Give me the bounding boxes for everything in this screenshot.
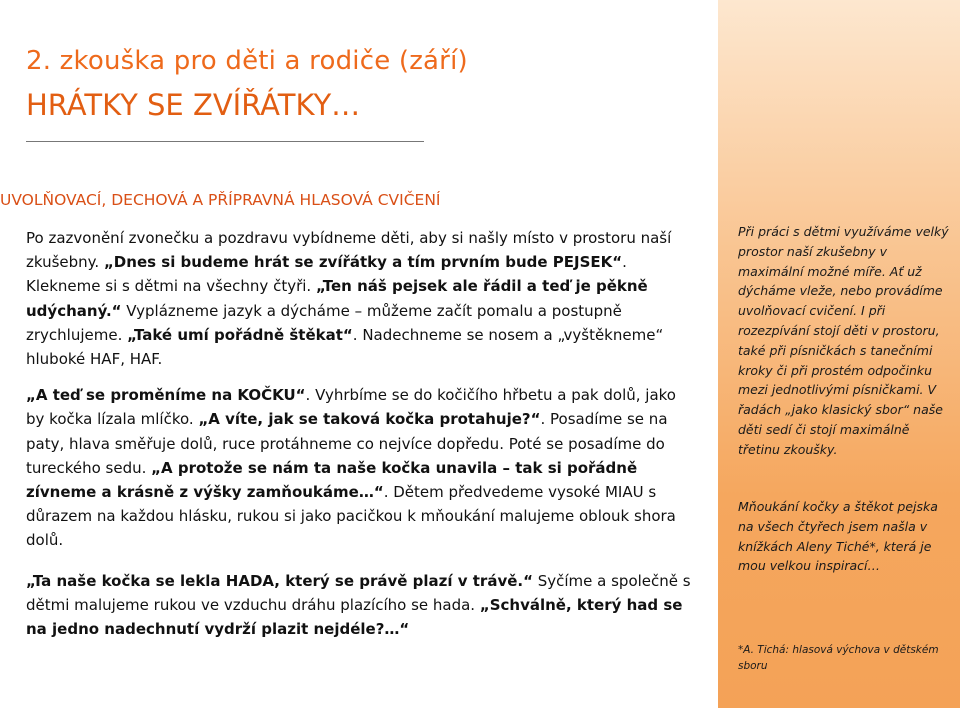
sidebar-note-space: Při práci s dětmi využíváme velký prostor naší zkušebny v maximální možné míře. Ať už dýcháme vleže, nebo provádíme uvolňovací cvičení. I při rozezpívání stojí děti v prostoru, také při písničkách s tanečními kroky či při prostém odpočinku mezi jednotlivými písničkami. V řadách „jako klasický sbor“ naše děti sedí či stojí maximálně třetinu zkoušky. — [738, 224, 949, 457]
paragraph-cat — [26, 383, 694, 552]
title-divider — [26, 141, 424, 142]
main-text — [26, 226, 694, 641]
sidebar-note-inspiration: Mňoukání kočky a štěkot pejska na všech čtyřech jsem našla v knížkách Aleny Tiché*, která je mou velkou inspirací… — [738, 499, 938, 574]
emphasized-phrase: „A teď se proměníme na KOČKU“ — [26, 386, 306, 405]
text-run: . Dětem předvedeme vysoké MIAU s důrazem na každou hlásku, rukou si jako pacičkou k mňoukání malujeme oblouk shora dolů. — [26, 483, 676, 550]
text-run: . Nadechneme se nosem a „vyštěkneme“ hluboké HAF, HAF. — [26, 325, 664, 369]
emphasized-phrase: „A víte, jak se taková kočka protahuje?“ — [198, 410, 541, 429]
emphasized-phrase: „Dnes si budeme hrát se zvířátky a tím prvním bude PEJSEK“ — [103, 253, 623, 272]
text-run: Po zazvonění zvonečku a pozdravu vybídneme děti, aby si našly místo v prostoru naší zkušebny. — [26, 229, 672, 272]
emphasized-phrase: „Schválně, který had se na jedno nadechnutí vydrží plazit nejdéle?…“ — [26, 595, 683, 639]
emphasized-phrase: „A protože se nám ta naše kočka unavila – tak si pořádně zívneme a krásně z výšky zamňoukáme…“ — [26, 458, 638, 502]
text-run: Syčíme a společně s dětmi malujeme rukou ve vzduchu dráhu plazícího se hada. — [26, 571, 691, 614]
section-heading: UVOLŇOVACÍ, DECHOVÁ A PŘÍPRAVNÁ HLASOVÁ CVIČENÍ — [0, 191, 441, 209]
text-run: . Vyhrbíme se do kočičího hřbetu a pak dolů, jako by kočka lízala mlíčko. — [26, 386, 676, 429]
paragraph-dog — [26, 226, 694, 371]
text-run: . Posadíme se na paty, hlava směřuje dolů, ruce protáhneme co nejvíce dopředu. Poté se posadíme do tureckého sedu. — [26, 410, 668, 477]
text-run: . Klekneme si s dětmi na všechny čtyři. — [26, 253, 627, 296]
emphasized-phrase: „Ten náš pejsek ale řádil a teď je pěkně udýchaný.“ — [26, 277, 648, 320]
emphasized-phrase: „Ta naše kočka se lekla HADA, který se právě plazí v trávě.“ — [26, 571, 533, 590]
sidebar-panel — [718, 0, 960, 708]
emphasized-phrase: „Také umí pořádně štěkat“ — [127, 325, 353, 344]
page-title-line2: HRÁTKY SE ZVÍŘÁTKY… — [26, 88, 361, 122]
text-run: Vyplázneme jazyk a dýcháme – můžeme začít pomalu a postupně zrychlujeme. — [26, 301, 622, 344]
paragraph-snake — [26, 569, 694, 642]
sidebar-footnote: *A. Tichá: hlasová výchova v dětském sboru — [738, 644, 939, 672]
page-title-line1: 2. zkouška pro děti a rodiče (září) — [26, 46, 468, 76]
